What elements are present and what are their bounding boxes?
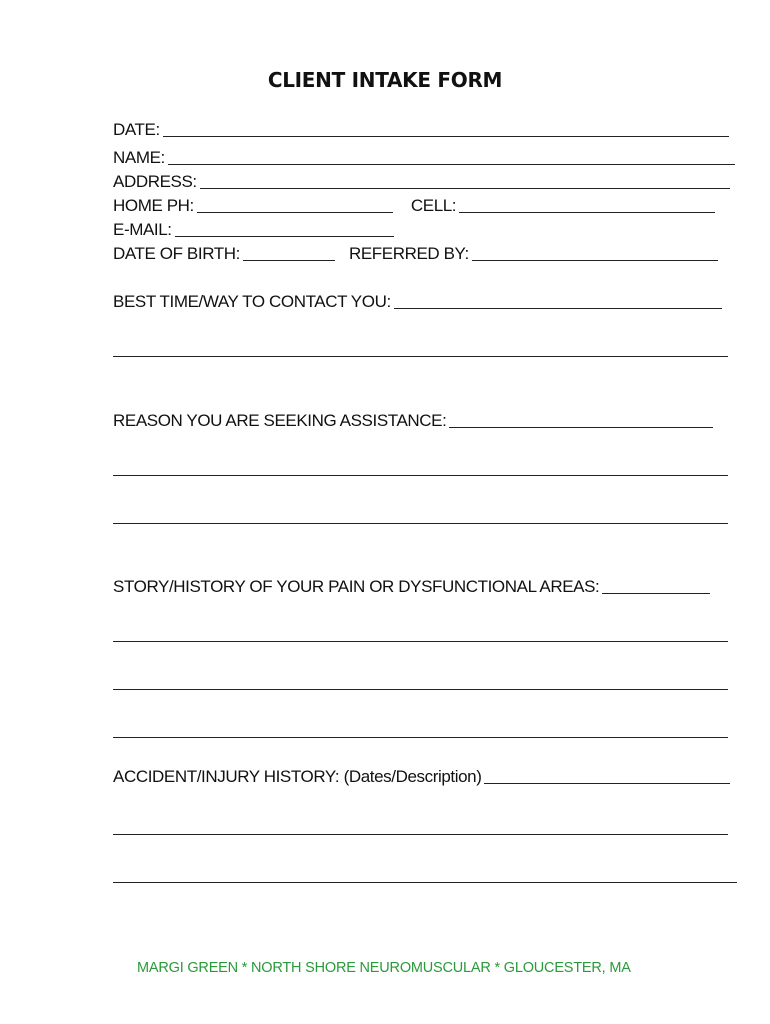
cell-label: CELL:	[410, 196, 457, 215]
form-title: CLIENT INTAKE FORM	[267, 68, 503, 92]
accident-label: ACCIDENT/INJURY HISTORY: (Dates/Description)	[113, 767, 482, 786]
name-field[interactable]	[168, 148, 735, 165]
accident-continuation-2	[113, 864, 737, 886]
name-label: NAME:	[113, 148, 165, 167]
accident-row	[113, 765, 730, 787]
reason-continuation-1	[113, 457, 728, 479]
best-time-field-line-2[interactable]	[113, 340, 728, 357]
address-label: ADDRESS:	[113, 172, 197, 191]
referred-by-field[interactable]	[472, 244, 718, 261]
reason-field-line-3[interactable]	[113, 507, 728, 524]
accident-field[interactable]	[484, 767, 730, 784]
best-time-continuation	[113, 338, 728, 360]
best-time-label: BEST TIME/WAY TO CONTACT YOU:	[113, 292, 391, 311]
email-row	[113, 218, 394, 240]
home-phone-label: HOME PH:	[113, 196, 194, 215]
dob-field[interactable]	[243, 244, 335, 261]
accident-continuation-1	[113, 816, 728, 838]
reason-field[interactable]	[449, 411, 713, 428]
cell-field[interactable]	[459, 196, 715, 213]
reason-label: REASON YOU ARE SEEKING ASSISTANCE:	[113, 411, 447, 430]
reason-row	[113, 409, 713, 431]
story-continuation-2	[113, 671, 728, 693]
story-continuation-3	[113, 719, 728, 741]
referred-by-label: REFERRED BY:	[348, 244, 469, 263]
home-phone-field[interactable]	[197, 196, 393, 213]
date-row	[113, 118, 729, 140]
date-field[interactable]	[163, 120, 729, 137]
address-field[interactable]	[200, 172, 730, 189]
story-row	[113, 575, 710, 597]
date-label: DATE:	[113, 120, 160, 139]
story-field-line-2[interactable]	[113, 625, 728, 642]
best-time-field[interactable]	[394, 292, 722, 309]
name-row	[113, 146, 735, 168]
story-label: STORY/HISTORY OF YOUR PAIN OR DYSFUNCTIONAL AREAS:	[113, 577, 600, 596]
footer-text: MARGI GREEN * NORTH SHORE NEUROMUSCULAR * GLOUCESTER, MA	[137, 960, 631, 976]
accident-field-line-3[interactable]	[113, 866, 737, 883]
best-time-row	[113, 290, 722, 312]
story-continuation-1	[113, 623, 728, 645]
story-field-line-3[interactable]	[113, 673, 728, 690]
email-field[interactable]	[175, 220, 394, 237]
accident-field-line-2[interactable]	[113, 818, 728, 835]
reason-field-line-2[interactable]	[113, 459, 728, 476]
story-field-line-4[interactable]	[113, 721, 728, 738]
dob-label: DATE OF BIRTH:	[113, 244, 240, 263]
email-label: E-MAIL:	[113, 220, 172, 239]
address-row	[113, 170, 730, 192]
dob-row	[113, 242, 718, 264]
story-field[interactable]	[602, 577, 710, 594]
reason-continuation-2	[113, 505, 728, 527]
phone-row	[113, 194, 715, 216]
